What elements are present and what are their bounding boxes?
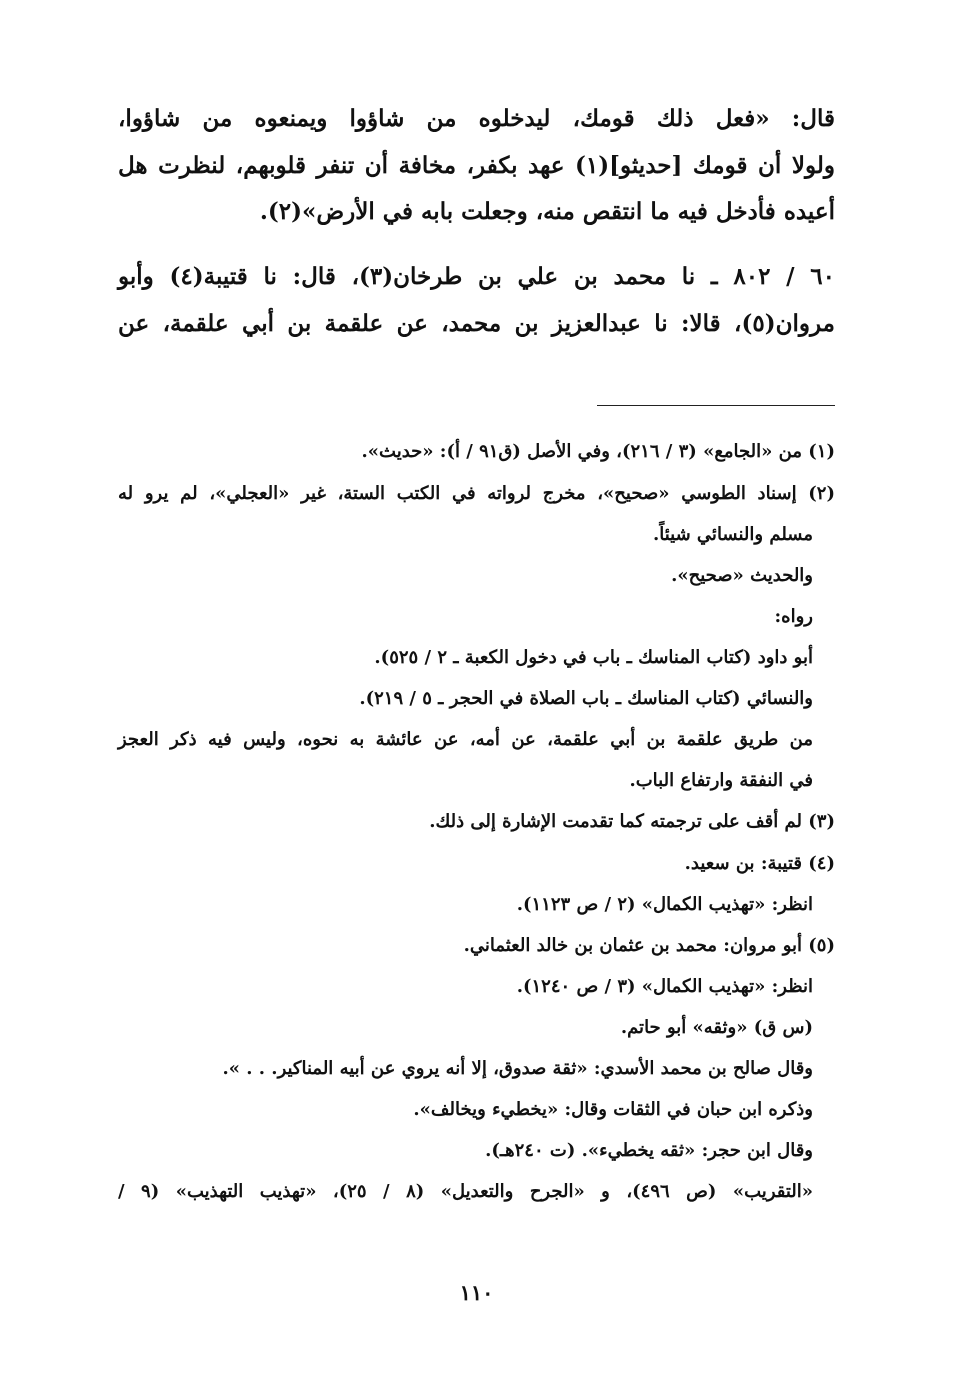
footnote-line: مسلم والنسائي شيئاً. [652,524,813,545]
footnote-line: وقال ابن حجر: «ثقه يخطيء». (ت ٢٤٠هـ). [485,1140,813,1161]
footnote-line: والنسائي (كتاب المناسك ـ باب الصلاة في الحجر ـ ٥ / ٢١٩). [359,688,813,709]
footnote-separator [597,405,835,406]
footnote-line: (٤) قتيبة: بن سعيد. [684,853,835,874]
footnote-line: (٢) إسناد الطوسي «صحيح»، مخرج لرواته في الكتب الستة، غير «العجلي»، لم يرو له [118,483,835,504]
footnote-line: والحديث «صحيح». [671,565,813,586]
footnote-line: (٥) أبو مروان: محمد بن عثمان بن خالد العثماني. [463,935,835,956]
main-text-line-1: قال: «فعل ذلك قومك، ليدخلوه من شاؤوا ويمنعوه من شاؤوا، [118,105,835,132]
footnote-line: «التقريب» (ص ٤٩٦)، و «الجرح والتعديل» (٨ / ٢٥)، «تهذيب التهذيب» (٩ / [118,1181,814,1202]
footnote-line: وقال صالح بن محمد الأسدي: «ثقة صدوق، إلا أنه يروي عن أبيه المناكير. . . ». [222,1058,813,1079]
footnote-line: أبو داود (كتاب المناسك ـ باب في دخول الكعبة ـ ٢ / ٥٢٥). [374,647,813,668]
main-text-line-4: ٦٠ / ٨٠٢ ـ نا محمد بن علي بن طرخان(٣)، قال: نا قتيبة(٤) وأبو [118,263,835,290]
footnote-line: (١) من «الجامع» (٣ / ٢١٦)، وفي الأصل (ق٩١ / أ): «حديث». [361,441,835,462]
footnote-line: (٣) لم أقف على ترجمته كما تقدمت الإشارة إلى ذلك. [429,811,835,832]
footnote-line: انظر: «تهذيب الكمال» (٣ / ص ١٢٤٠). [516,976,813,997]
footnote-line: في النفقة وارتفاع الباب. [629,770,813,791]
page-number: ١١٠ [459,1280,494,1305]
main-text-line-3: أعيده فأدخل فيه ما انتقص منه، وجعلت بابه في الأرض»(٢). [259,198,835,225]
main-text-line-5: مروان(٥)، قالا: نا عبدالعزيز بن محمد، عن علقمة بن أبي علقمة، عن [118,310,835,337]
footnote-line: وذكره ابن حبان في الثقات وقال: «يخطيء ويخالف». [413,1099,813,1120]
footnote-line: (س ق) «وثقه» أبو حاتم. [620,1017,813,1038]
main-text-line-2: ولولا أن قومك [حديثو](١) عهد بكفر، مخافة أن تنفر قلوبهم، لنظرت هل [118,152,835,179]
footnote-line: انظر: «تهذيب الكمال» (٢ / ص ١١٢٣). [516,894,813,915]
footnote-line: من طريق علقمة بن أبي علقمة، عن أمه، عن عائشة به نحوه، وليس فيه ذكر العجز [118,729,813,750]
footnote-line: رواه: [774,606,813,627]
